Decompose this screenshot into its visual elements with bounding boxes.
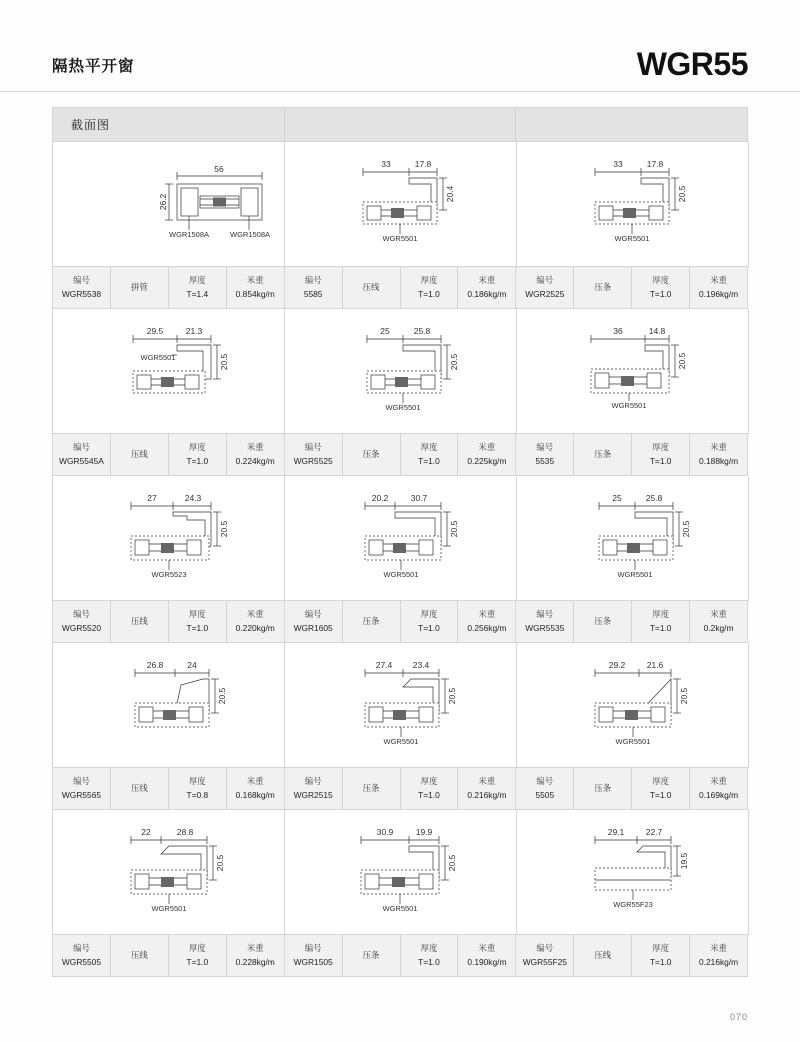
spec-thickness-value: T=1.0 — [418, 956, 440, 967]
spec-weight-value: 0.854kg/m — [235, 288, 275, 299]
spec-cell-14 — [516, 935, 748, 977]
dim-a: 27 — [147, 493, 157, 503]
spec-code — [53, 601, 111, 642]
spec-cell-3 — [53, 434, 285, 476]
spec-code-label: 编号 — [304, 943, 322, 954]
spec-code — [285, 434, 343, 475]
part-label: WGR5501 — [615, 737, 651, 746]
profile-drawing-13 — [285, 810, 517, 935]
drawing-cell-12 — [53, 810, 285, 935]
profile-drawing-4 — [285, 309, 517, 434]
dim-b: 22.7 — [645, 827, 663, 837]
spec-weight-value: 0.256kg/m — [467, 622, 507, 633]
spec-weight — [458, 601, 515, 642]
spec-code — [516, 935, 574, 976]
drawing-cell-0 — [53, 142, 285, 267]
spec-thickness-value: T=1.0 — [418, 789, 440, 800]
spec-code-value: WGR2515 — [293, 789, 333, 800]
spec-type: 压条 — [574, 434, 632, 475]
spec-code-label: 编号 — [304, 776, 322, 787]
drawing-cell-9 — [53, 643, 285, 768]
spec-cell-6 — [53, 601, 285, 643]
spec-thickness-value: T=1.0 — [418, 455, 440, 466]
dim-b: 25.8 — [413, 326, 431, 336]
spec-thickness-label: 厚度 — [188, 776, 206, 787]
spec-thickness — [401, 768, 459, 809]
dim-h: 20.5 — [447, 854, 457, 872]
spec-type: 压条 — [574, 768, 632, 809]
spec-thickness — [169, 601, 227, 642]
spec-thickness — [401, 267, 459, 308]
dim-h: 20.5 — [449, 353, 459, 371]
spec-weight — [690, 768, 747, 809]
spec-thickness-label: 厚度 — [420, 275, 438, 286]
spec-cell-1 — [285, 267, 517, 309]
dim-b: 19.9 — [415, 827, 433, 837]
spec-weight-label: 米重 — [246, 609, 264, 620]
spec-thickness-value: T=1.0 — [649, 455, 672, 466]
spec-weight-value: 0.190kg/m — [467, 956, 507, 967]
spec-code-label: 编号 — [304, 442, 322, 453]
spec-code-label: 编号 — [304, 275, 322, 286]
spec-type: 压条 — [343, 601, 401, 642]
part-label: WGR5501 — [614, 234, 650, 243]
spec-weight — [227, 267, 284, 308]
spec-code — [53, 768, 111, 809]
spec-weight-value: 0.228kg/m — [235, 956, 275, 967]
spec-thickness-label: 厚度 — [420, 442, 438, 453]
spec-code-value: WGR5505 — [61, 956, 102, 967]
part-label: WGR5523 — [151, 570, 187, 579]
spec-code-label: 编号 — [536, 275, 554, 286]
dim-h: 20.5 — [449, 520, 459, 538]
drawing-cell-3 — [53, 309, 285, 434]
dim-h: 20.5 — [215, 854, 225, 872]
spec-weight-label: 米重 — [710, 609, 727, 620]
spec-thickness-label: 厚度 — [420, 776, 438, 787]
spec-code — [516, 768, 574, 809]
dim-a: 27.4 — [375, 660, 393, 670]
drawing-cell-4 — [285, 309, 517, 434]
spec-weight — [227, 768, 284, 809]
dim-h: 20.4 — [445, 185, 455, 203]
spec-code-value: WGR5545A — [59, 455, 104, 466]
spec-weight — [690, 434, 747, 475]
spec-cell-5 — [516, 434, 748, 476]
spec-weight-label: 米重 — [478, 776, 496, 787]
dim-h: 19.5 — [679, 852, 689, 870]
dim-b: 17.8 — [414, 159, 432, 169]
dim-a: 30.9 — [376, 827, 394, 837]
drawing-cell-6 — [53, 476, 285, 601]
spec-row-1 — [53, 267, 748, 309]
spec-thickness — [169, 267, 227, 308]
spec-code-value: WGR1505 — [293, 956, 333, 967]
spec-code-label: 编号 — [304, 609, 322, 620]
spec-code — [53, 267, 111, 308]
spec-weight-label: 米重 — [478, 943, 496, 954]
drawing-cell-10 — [285, 643, 517, 768]
spec-weight-label: 米重 — [246, 943, 264, 954]
dim-h: 20.5 — [219, 520, 229, 538]
spec-weight-value: 0.2kg/m — [703, 622, 734, 633]
page-number: 070 — [729, 1012, 748, 1022]
spec-code-label: 编号 — [73, 275, 90, 286]
spec-code-value: WGR5525 — [293, 455, 333, 466]
dim-h: 20.5 — [217, 687, 227, 705]
banner-blank-2 — [516, 108, 748, 142]
drawing-row-5 — [53, 810, 748, 935]
profile-drawing-6 — [53, 476, 285, 601]
spec-thickness-label: 厚度 — [652, 442, 670, 453]
drawing-cell-7 — [285, 476, 517, 601]
spec-thickness — [169, 768, 227, 809]
dim-a: 25 — [612, 493, 622, 503]
part-label: WGR5501 — [140, 353, 176, 362]
spec-type: 压线 — [111, 601, 169, 642]
spec-type: 压线 — [111, 434, 169, 475]
spec-thickness-value: T=1.0 — [649, 622, 672, 633]
drawing-row-3 — [53, 476, 748, 601]
spec-type: 压线 — [574, 935, 632, 976]
spec-weight-value: 0.220kg/m — [235, 622, 275, 633]
spec-cell-2 — [516, 267, 748, 309]
spec-code-value: 5535 — [535, 455, 555, 466]
spec-row-5 — [53, 935, 748, 977]
spec-type: 压条 — [343, 768, 401, 809]
spec-thickness-value: T=1.0 — [418, 288, 440, 299]
spec-thickness-value: T=1.0 — [649, 789, 672, 800]
part-label: WGR5501 — [383, 737, 419, 746]
dim-a: 33 — [613, 159, 623, 169]
part-label: WGR5501 — [611, 401, 647, 410]
spec-code — [285, 768, 343, 809]
drawing-cell-13 — [285, 810, 517, 935]
spec-type: 压线 — [111, 935, 169, 976]
dim-b: 21.3 — [185, 326, 203, 336]
spec-thickness-value: T=1.0 — [186, 455, 209, 466]
spec-weight-label: 米重 — [246, 275, 264, 286]
dim-a: 29.5 — [146, 326, 164, 336]
spec-code — [285, 935, 343, 976]
dim-b: 14.8 — [648, 326, 666, 336]
spec-weight-value: 0.225kg/m — [467, 455, 507, 466]
spec-weight-value: 0.216kg/m — [467, 789, 507, 800]
dim-height: 26.2 — [158, 193, 168, 211]
banner-row — [53, 108, 748, 142]
spec-weight-label: 米重 — [478, 609, 496, 620]
spec-thickness — [632, 601, 690, 642]
spec-thickness-label: 厚度 — [420, 943, 438, 954]
profile-drawing-7 — [285, 476, 517, 601]
spec-weight-label: 米重 — [710, 776, 727, 787]
spec-thickness-label: 厚度 — [188, 943, 206, 954]
spec-weight — [458, 935, 515, 976]
spec-cell-9 — [53, 768, 285, 810]
spec-thickness-label: 厚度 — [652, 943, 670, 954]
profile-drawing-2 — [517, 142, 749, 267]
profile-drawing-0 — [53, 142, 285, 267]
dim-b: 17.8 — [646, 159, 664, 169]
spec-type: 压条 — [574, 601, 632, 642]
spec-thickness-label: 厚度 — [652, 776, 670, 787]
spec-type: 压条 — [574, 267, 632, 308]
dim-b: 24 — [187, 660, 197, 670]
spec-type: 拼管 — [111, 267, 169, 308]
profile-drawing-14 — [517, 810, 749, 935]
spec-code-label: 编号 — [536, 442, 554, 453]
spec-code-label: 编号 — [536, 943, 554, 954]
spec-code-label: 编号 — [536, 609, 554, 620]
dim-b: 23.4 — [412, 660, 430, 670]
part-label: WGR5501 — [383, 570, 419, 579]
spec-weight — [227, 434, 284, 475]
dim-a: 36 — [613, 326, 623, 336]
spec-code-value: WGR5538 — [61, 288, 102, 299]
spec-cell-12 — [53, 935, 285, 977]
spec-weight-label: 米重 — [478, 275, 496, 286]
spec-row-3 — [53, 601, 748, 643]
dim-a: 26.8 — [146, 660, 164, 670]
spec-type: 压线 — [111, 768, 169, 809]
dim-a: 20.2 — [371, 493, 389, 503]
spec-thickness-value: T=1.0 — [186, 956, 209, 967]
part-label-right: WGR1508A — [229, 230, 271, 239]
spec-code-value: 5505 — [535, 789, 555, 800]
spec-cell-7 — [285, 601, 517, 643]
profile-drawing-1 — [285, 142, 517, 267]
drawing-cell-11 — [517, 643, 749, 768]
spec-cell-10 — [285, 768, 517, 810]
spec-weight — [690, 267, 747, 308]
section-table — [52, 107, 748, 977]
part-label: WGR5501 — [382, 904, 418, 913]
page-header — [0, 0, 800, 92]
spec-thickness — [632, 267, 690, 308]
dim-h: 20.5 — [681, 520, 691, 538]
profile-drawing-9 — [53, 643, 285, 768]
dim-b: 24.3 — [184, 493, 202, 503]
dim-b: 28.8 — [176, 827, 194, 837]
spec-weight-value: 0.169kg/m — [699, 789, 739, 800]
spec-code-value: WGR1605 — [293, 622, 333, 633]
part-label: WGR5501 — [382, 234, 418, 243]
dim-h: 20.5 — [679, 687, 689, 705]
spec-thickness-value: T=0.8 — [186, 789, 209, 800]
spec-weight-value: 0.186kg/m — [467, 288, 507, 299]
spec-row-4 — [53, 768, 748, 810]
spec-thickness — [632, 434, 690, 475]
spec-weight — [458, 434, 515, 475]
spec-weight — [458, 768, 515, 809]
spec-cell-0 — [53, 267, 285, 309]
spec-thickness-value: T=1.0 — [418, 622, 440, 633]
spec-code — [516, 601, 574, 642]
spec-weight — [227, 935, 284, 976]
spec-code-label: 编号 — [73, 776, 90, 787]
banner-blank-1 — [285, 108, 517, 142]
part-label: WGR5501 — [617, 570, 653, 579]
spec-thickness-value: T=1.0 — [649, 288, 672, 299]
spec-weight-label: 米重 — [478, 442, 496, 453]
dim-a: 25 — [380, 326, 390, 336]
spec-weight-value: 0.168kg/m — [235, 789, 275, 800]
dim-b: 30.7 — [410, 493, 428, 503]
profile-drawing-10 — [285, 643, 517, 768]
drawing-cell-2 — [517, 142, 749, 267]
spec-code-label: 编号 — [73, 442, 90, 453]
dim-h: 20.5 — [677, 352, 687, 370]
header-divider — [0, 91, 800, 92]
spec-cell-4 — [285, 434, 517, 476]
spec-code-label: 编号 — [73, 943, 90, 954]
spec-weight-label: 米重 — [710, 943, 727, 954]
spec-code-label: 编号 — [536, 776, 554, 787]
part-label: WGR55F23 — [613, 900, 653, 909]
spec-thickness — [632, 935, 690, 976]
profile-drawing-5 — [517, 309, 749, 434]
profile-drawing-3 — [53, 309, 285, 434]
spec-code-value: WGR5535 — [525, 622, 565, 633]
drawing-cell-8 — [517, 476, 749, 601]
spec-thickness-label: 厚度 — [420, 609, 438, 620]
spec-weight-label: 米重 — [246, 776, 264, 787]
spec-thickness — [401, 935, 459, 976]
drawing-cell-14 — [517, 810, 749, 935]
banner-title: 截面图 — [53, 108, 285, 142]
drawing-row-2 — [53, 309, 748, 434]
spec-weight-label: 米重 — [710, 275, 727, 286]
dim-width: 56 — [214, 164, 224, 174]
spec-code-value: WGR5520 — [61, 622, 102, 633]
spec-thickness-value: T=1.0 — [186, 622, 209, 633]
spec-thickness — [169, 434, 227, 475]
part-label: WGR5501 — [385, 403, 421, 412]
spec-thickness — [401, 601, 459, 642]
spec-code-value: WGR2525 — [525, 288, 565, 299]
spec-thickness-value: T=1.4 — [186, 288, 209, 299]
dim-h: 20.5 — [677, 185, 687, 203]
dim-h: 20.5 — [219, 353, 229, 371]
spec-code — [53, 935, 111, 976]
part-label-left: WGR1508A — [168, 230, 210, 239]
spec-weight-value: 0.188kg/m — [699, 455, 739, 466]
part-label: WGR5501 — [151, 904, 187, 913]
spec-code — [285, 267, 343, 308]
dim-a: 33 — [381, 159, 391, 169]
drawing-row-4 — [53, 643, 748, 768]
spec-weight — [690, 935, 747, 976]
spec-thickness — [169, 935, 227, 976]
spec-code — [53, 434, 111, 475]
spec-type: 压条 — [343, 935, 401, 976]
spec-weight-value: 0.216kg/m — [699, 956, 739, 967]
spec-cell-11 — [516, 768, 748, 810]
spec-thickness-label: 厚度 — [652, 275, 670, 286]
spec-code-value: 5585 — [303, 288, 323, 299]
page-title: 隔热平开窗 — [52, 58, 135, 75]
spec-thickness — [632, 768, 690, 809]
spec-weight-label: 米重 — [710, 442, 727, 453]
profile-drawing-12 — [53, 810, 285, 935]
spec-code-value: WGR55F25 — [522, 956, 567, 967]
spec-weight-value: 0.196kg/m — [699, 288, 739, 299]
spec-type: 压条 — [343, 434, 401, 475]
spec-code-value: WGR5565 — [61, 789, 102, 800]
drawing-row-1 — [53, 142, 748, 267]
dim-a: 29.2 — [608, 660, 626, 670]
spec-cell-13 — [285, 935, 517, 977]
series-code: WGR55 — [636, 46, 748, 82]
spec-code — [516, 267, 574, 308]
spec-weight — [458, 267, 515, 308]
dim-h: 20.5 — [447, 687, 457, 705]
drawing-cell-1 — [285, 142, 517, 267]
dim-b: 21.6 — [646, 660, 664, 670]
spec-row-2 — [53, 434, 748, 476]
spec-weight-value: 0.224kg/m — [235, 455, 275, 466]
profile-drawing-11 — [517, 643, 749, 768]
profile-drawing-8 — [517, 476, 749, 601]
spec-thickness-label: 厚度 — [188, 275, 206, 286]
spec-code-label: 编号 — [73, 609, 90, 620]
spec-thickness-label: 厚度 — [188, 442, 206, 453]
spec-thickness — [401, 434, 459, 475]
spec-code — [516, 434, 574, 475]
spec-weight — [690, 601, 747, 642]
spec-type: 压线 — [343, 267, 401, 308]
dim-b: 25.8 — [645, 493, 663, 503]
spec-thickness-value: T=1.0 — [649, 956, 672, 967]
spec-thickness-label: 厚度 — [652, 609, 670, 620]
spec-weight — [227, 601, 284, 642]
spec-weight-label: 米重 — [246, 442, 264, 453]
dim-a: 22 — [141, 827, 151, 837]
spec-cell-8 — [516, 601, 748, 643]
spec-code — [285, 601, 343, 642]
dim-a: 29.1 — [607, 827, 625, 837]
spec-thickness-label: 厚度 — [188, 609, 206, 620]
drawing-cell-5 — [517, 309, 749, 434]
